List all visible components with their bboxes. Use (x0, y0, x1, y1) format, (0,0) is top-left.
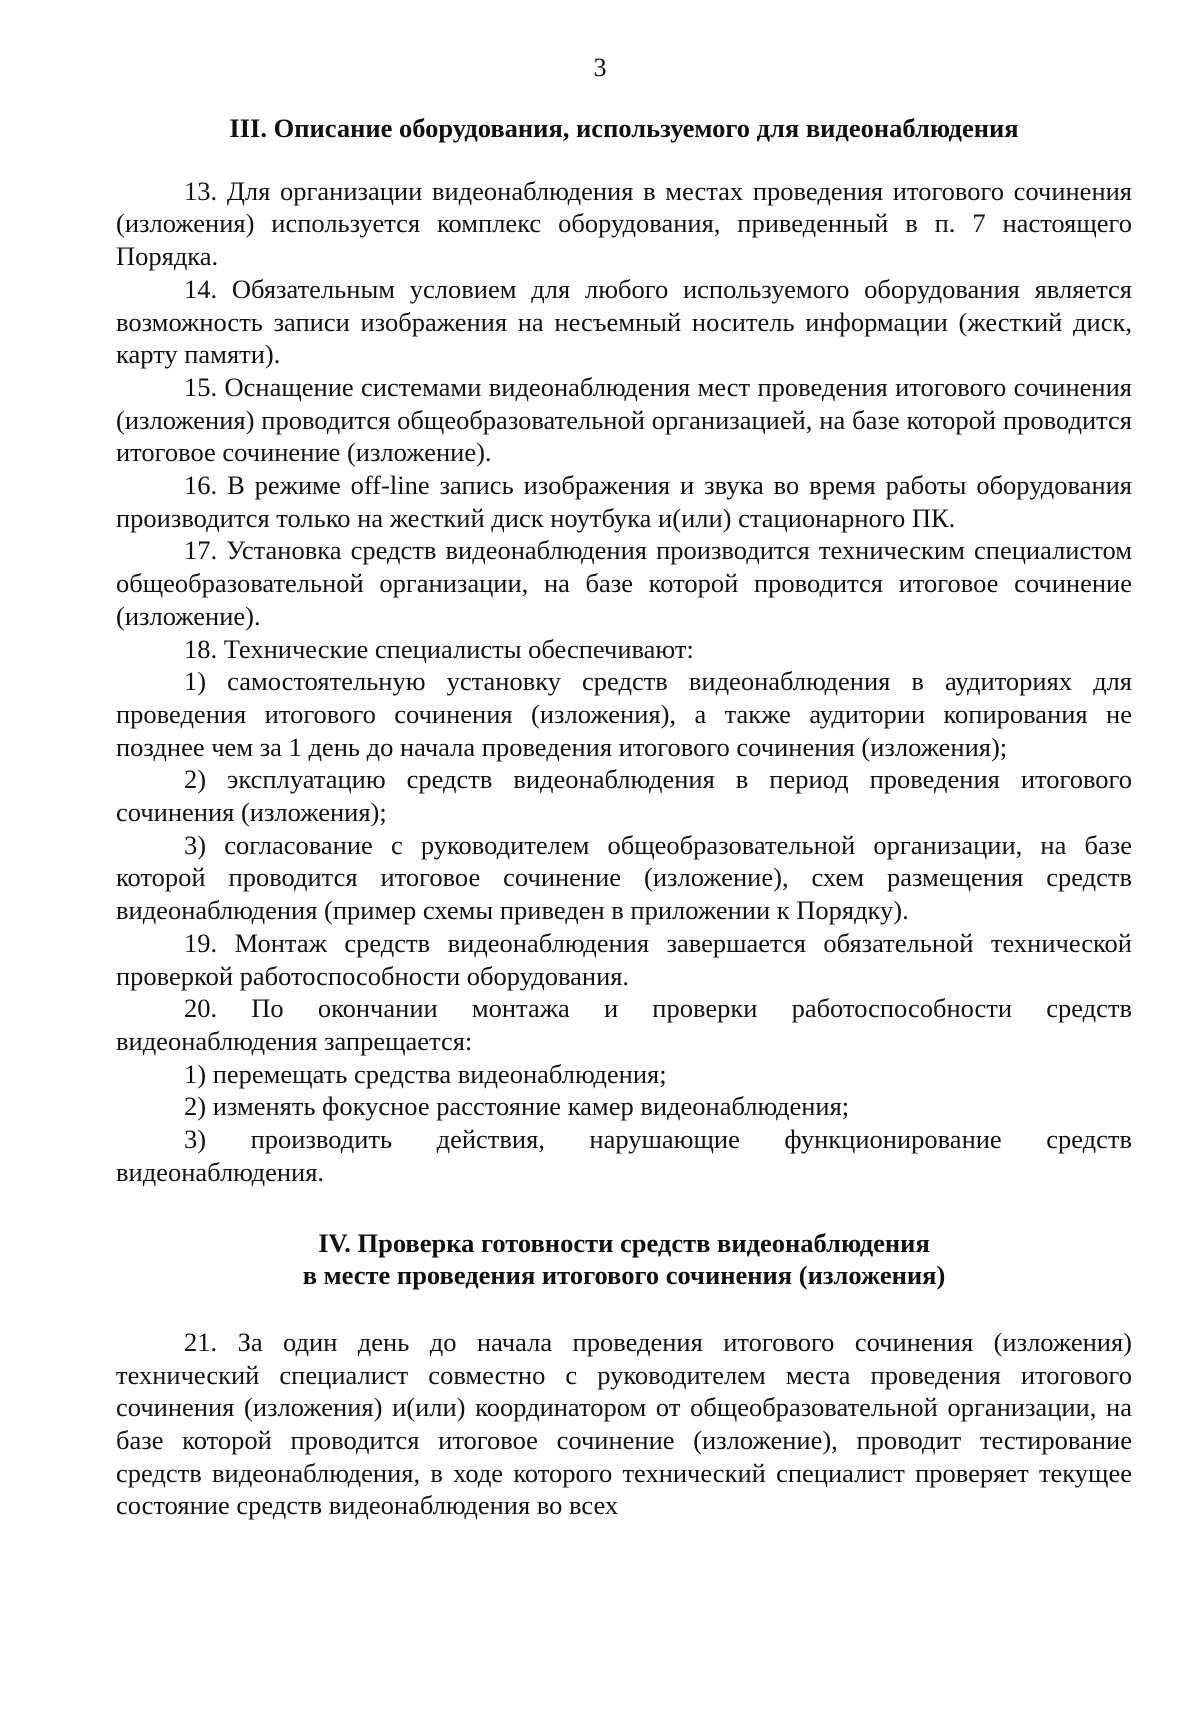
paragraph-21: 21. За один день до начала проведения итогового сочинения (изложения) технический специалист совместно с руководителем места проведения итогового сочинения (изложения) и(или) координатором от общеобразовательной организации, на базе которой проводится итоговое сочинение (изложение), проводит тестирование средств видеонаблюдения, в ходе которого технический специалист проверяет текущее состояние средств видеонаблюдения во всех (116, 1326, 1132, 1521)
paragraph-20-item-1: 1) перемещать средства видеонаблюдения; (184, 1058, 667, 1089)
section-4-title-line-2: в месте проведения итогового сочинения (изложения) (302, 1260, 946, 1291)
paragraph-18-item-3: 3) согласование с руководителем общеобразовательной организации, на базе которой проводится итоговое сочинение (изложение), схем размещения средств видеонаблюдения (пример схемы приведен в приложении к Порядку). (116, 829, 1132, 926)
paragraph-18-item-1: 1) самостоятельную установку средств видеонаблюдения в аудиториях для проведения итогового сочинения (изложения), а также аудитории копирования не позднее чем за 1 день до начала проведения итогового сочинения (изложения); (116, 666, 1132, 762)
paragraph-19: 19. Монтаж средств видеонаблюдения завершается обязательной технической проверкой работоспособности оборудования. (116, 927, 1132, 991)
paragraph-16: 16. В режиме off-line запись изображения и звука во время работы оборудования производится только на жесткий диск ноутбука и(или) стационарного ПК. (116, 470, 1132, 533)
paragraph-14: 14. Обязательным условием для любого используемого оборудования является возможность записи изображения на несъемный носитель информации (жесткий диск, карту памяти). (116, 273, 1132, 370)
section-4-title-line-1: IV. Проверка готовности средств видеонаблюдения (318, 1227, 930, 1258)
paragraph-20: 20. По окончании монтажа и проверки работоспособности средств видеонаблюдения запрещается: (116, 993, 1132, 1056)
paragraph-17: 17. Установка средств видеонаблюдения производится техническим специалистом общеобразовательной организации, на базе которой проводится итоговое сочинение (изложение). (116, 535, 1132, 631)
document-body (116, 112, 1132, 1522)
page-number: 3 (593, 53, 607, 82)
section-3-body (116, 175, 1132, 1189)
section-4-body (116, 1326, 1132, 1522)
paragraph-18: 18. Технические специалисты обеспечивают: (184, 633, 694, 664)
paragraph-20-item-3: 3) производить действия, нарушающие функционирование средств видеонаблюдения. (116, 1124, 1132, 1187)
section-4-title (116, 1227, 1132, 1292)
section-3-title: III. Описание оборудования, используемого для видеонаблюдения (229, 113, 1019, 143)
paragraph-18-item-2: 2) эксплуатацию средств видеонаблюдения в период проведения итогового сочинения (изложения); (116, 764, 1132, 828)
paragraph-15: 15. Оснащение системами видеонаблюдения мест проведения итогового сочинения (изложения) проводится общеобразовательной организацией, на базе которой проводится итоговое сочинение (изложение). (116, 371, 1132, 468)
paragraph-13: 13. Для организации видеонаблюдения в местах проведения итогового сочинения (изложения) используется комплекс оборудования, приведенный в п. 7 настоящего Порядка. (116, 175, 1132, 272)
paragraph-20-item-2: 2) изменять фокусное расстояние камер видеонаблюдения; (184, 1091, 850, 1122)
